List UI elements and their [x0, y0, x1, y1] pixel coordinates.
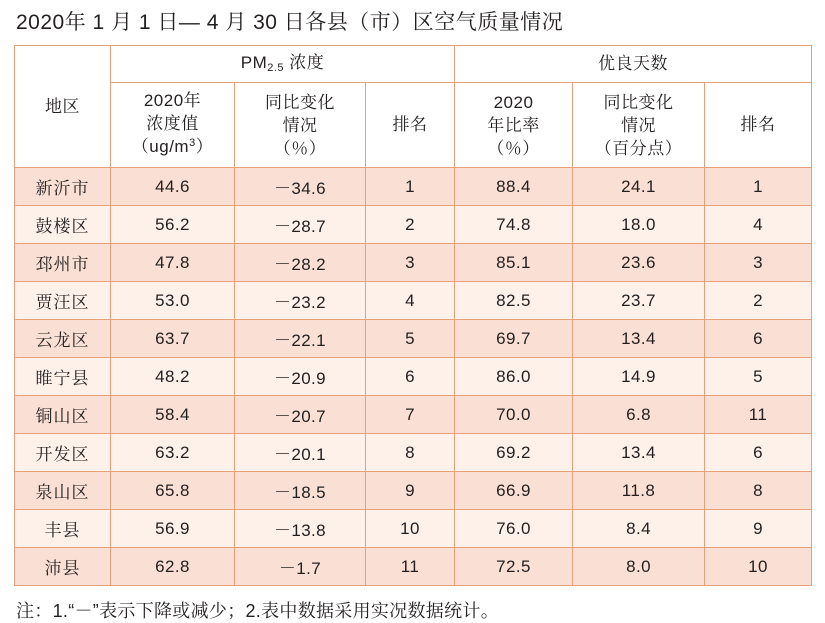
cell-pm-rank: 6: [366, 358, 455, 396]
cell-pm-rank: 4: [366, 282, 455, 320]
pm-value-line1: 2020年: [143, 91, 202, 110]
pm-change-line2: 情况: [282, 115, 318, 135]
pm-value-unit-sup: 3: [189, 137, 196, 149]
column-header-pm-value: [111, 83, 235, 168]
table-header: [15, 46, 812, 168]
pm25-label-tail: 浓度: [284, 53, 325, 72]
cell-region: 睢宁县: [15, 358, 111, 396]
cell-days-rate: 69.2: [455, 434, 573, 472]
cell-pm-rank: 9: [366, 472, 455, 510]
table-row: [15, 510, 812, 548]
cell-pm-value: 48.2: [111, 358, 235, 396]
cell-pm-change: －22.1: [235, 320, 366, 358]
cell-days-rate: 86.0: [455, 358, 573, 396]
cell-pm-rank: 10: [366, 510, 455, 548]
cell-pm-value: 53.0: [111, 282, 235, 320]
cell-pm-rank: 5: [366, 320, 455, 358]
cell-pm-change: －20.7: [235, 396, 366, 434]
cell-days-rank: 8: [705, 472, 812, 510]
pm-change-line3: （％）: [273, 138, 327, 158]
cell-days-change: 6.8: [573, 396, 705, 434]
cell-pm-value: 56.2: [111, 206, 235, 244]
cell-days-rate: 85.1: [455, 244, 573, 282]
cell-pm-change: －28.2: [235, 244, 366, 282]
table-body: [15, 168, 812, 586]
cell-pm-value: 56.9: [111, 510, 235, 548]
cell-days-change: 13.4: [573, 320, 705, 358]
page-title: 2020年 1 月 1 日— 4 月 30 日各县（市）区空气质量情况: [16, 11, 564, 34]
cell-region: 泉山区: [15, 472, 111, 510]
table-header-group-row: [15, 46, 812, 83]
table-row: [15, 206, 812, 244]
cell-days-change: 23.7: [573, 282, 705, 320]
table-row: [15, 168, 812, 206]
cell-region: 丰县: [15, 510, 111, 548]
cell-days-rate: 72.5: [455, 548, 573, 586]
cell-region: 新沂市: [15, 168, 111, 206]
pm-value-line2: 浓度值: [146, 114, 199, 133]
table-row: [15, 358, 812, 396]
cell-region: 开发区: [15, 434, 111, 472]
cell-days-rank: 2: [705, 282, 812, 320]
cell-pm-change: －20.1: [235, 434, 366, 472]
cell-pm-rank: 2: [366, 206, 455, 244]
days-change-line3: （百分点）: [594, 138, 683, 158]
cell-region: 铜山区: [15, 396, 111, 434]
cell-days-change: 8.0: [573, 548, 705, 586]
column-header-days-change: [573, 83, 705, 168]
cell-pm-rank: 7: [366, 396, 455, 434]
days-change-line1: 同比变化: [603, 92, 674, 112]
cell-region: 沛县: [15, 548, 111, 586]
cell-pm-change: －20.9: [235, 358, 366, 396]
table-header-sub-row: [15, 83, 812, 168]
column-header-pm-change: [235, 83, 366, 168]
cell-days-change: 13.4: [573, 434, 705, 472]
cell-days-change: 18.0: [573, 206, 705, 244]
cell-days-change: 8.4: [573, 510, 705, 548]
pm-value-unit-post: ）: [195, 137, 214, 156]
cell-days-rate: 76.0: [455, 510, 573, 548]
air-quality-table: [14, 45, 812, 586]
cell-days-rank: 10: [705, 548, 812, 586]
column-header-days-rate: [455, 83, 573, 168]
table-note: 注：1.“－”表示下降或减少；2.表中数据采用实况数据统计。: [16, 601, 500, 621]
cell-pm-change: －28.7: [235, 206, 366, 244]
pm25-label-sub: 2.5: [267, 62, 285, 74]
cell-region: 邳州市: [15, 244, 111, 282]
cell-region: 贾汪区: [15, 282, 111, 320]
table-row: [15, 548, 812, 586]
cell-days-change: 24.1: [573, 168, 705, 206]
table-row: [15, 282, 812, 320]
cell-pm-value: 63.2: [111, 434, 235, 472]
table-row: [15, 472, 812, 510]
cell-pm-value: 65.8: [111, 472, 235, 510]
cell-region: 云龙区: [15, 320, 111, 358]
cell-region: 鼓楼区: [15, 206, 111, 244]
cell-pm-change: －34.6: [235, 168, 366, 206]
cell-days-rank: 11: [705, 396, 812, 434]
cell-pm-rank: 3: [366, 244, 455, 282]
cell-pm-value: 44.6: [111, 168, 235, 206]
cell-days-rank: 5: [705, 358, 812, 396]
cell-days-change: 14.9: [573, 358, 705, 396]
days-rate-line1: 2020: [493, 92, 534, 112]
cell-pm-change: －18.5: [235, 472, 366, 510]
cell-days-rank: 9: [705, 510, 812, 548]
cell-days-change: 11.8: [573, 472, 705, 510]
cell-pm-value: 47.8: [111, 244, 235, 282]
column-header-days-rank: 排名: [705, 83, 812, 168]
days-rate-line2: 年比率: [487, 115, 540, 135]
column-header-group-pm25: [111, 46, 455, 83]
table-row: [15, 396, 812, 434]
cell-days-rate: 74.8: [455, 206, 573, 244]
cell-days-rate: 66.9: [455, 472, 573, 510]
cell-pm-change: －23.2: [235, 282, 366, 320]
cell-pm-change: －13.8: [235, 510, 366, 548]
cell-days-change: 23.6: [573, 244, 705, 282]
cell-pm-rank: 8: [366, 434, 455, 472]
cell-days-rank: 6: [705, 434, 812, 472]
pm-value-line3: [111, 135, 234, 161]
table-row: [15, 434, 812, 472]
cell-days-rate: 82.5: [455, 282, 573, 320]
cell-days-rate: 69.7: [455, 320, 573, 358]
table-row: [15, 320, 812, 358]
cell-days-rate: 88.4: [455, 168, 573, 206]
cell-pm-value: 63.7: [111, 320, 235, 358]
table-row: [15, 244, 812, 282]
cell-pm-value: 62.8: [111, 548, 235, 586]
cell-days-rank: 1: [705, 168, 812, 206]
cell-days-rank: 6: [705, 320, 812, 358]
days-rate-line3: （％）: [487, 138, 540, 158]
days-change-line2: 情况: [621, 115, 657, 135]
pm-change-line1: 同比变化: [265, 92, 335, 112]
column-header-pm-rank: 排名: [366, 83, 455, 168]
pm-value-unit-pre: （ug/m: [131, 137, 190, 156]
cell-days-rate: 70.0: [455, 396, 573, 434]
column-header-region: 地区: [15, 46, 111, 168]
column-header-group-good-days: 优良天数: [455, 46, 812, 83]
cell-pm-value: 58.4: [111, 396, 235, 434]
cell-days-rank: 3: [705, 244, 812, 282]
cell-pm-change: －1.7: [235, 548, 366, 586]
pm25-label-main: PM: [240, 53, 268, 72]
cell-pm-rank: 11: [366, 548, 455, 586]
cell-pm-rank: 1: [366, 168, 455, 206]
cell-days-rank: 4: [705, 206, 812, 244]
